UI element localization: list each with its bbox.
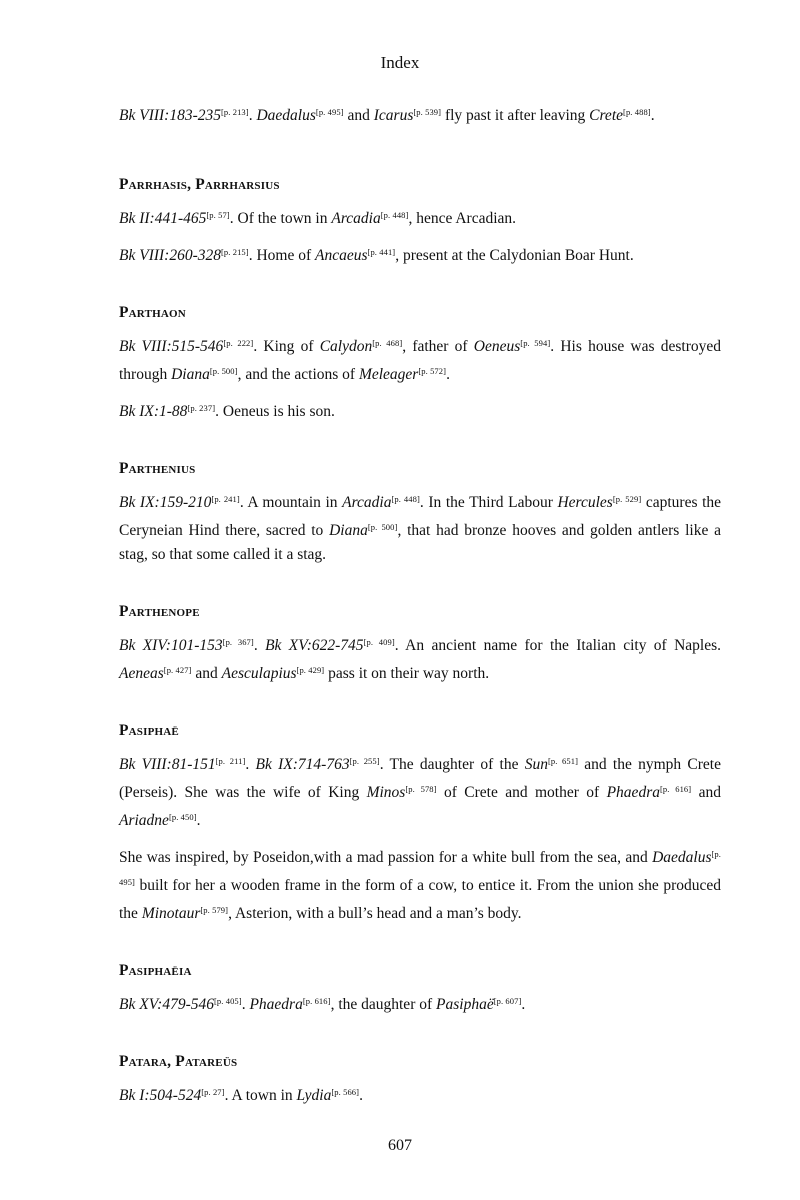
page-reference: [p. 616] [302,996,331,1006]
page-reference: [p. 427] [163,665,192,675]
cross-reference-link[interactable]: Minotaur [141,905,201,922]
page-number: 607 [388,1137,412,1154]
entry-text: pass it on their way north. [324,665,490,682]
page-reference: [p. 213] [221,107,249,117]
entry-text: , the daughter of [330,996,437,1013]
entry-paragraph [119,749,721,833]
entry-text: . In the Third Labour [419,494,558,511]
entry-text: , Asterion, with a bull’s head and a man’s body. [228,905,522,922]
entry-text: , father of [402,338,474,355]
page-reference: [p. 495] [119,849,721,887]
cross-reference-link[interactable]: Diana [329,522,368,539]
page-reference: [p. 607] [493,996,522,1006]
cross-reference-link[interactable]: Lydia [296,1087,332,1104]
page-reference: [p. 579] [200,905,229,915]
index-entry [119,722,721,926]
entry-text: . [650,107,655,124]
cross-reference-link[interactable]: Bk XV:479-546 [119,996,214,1013]
entry-heading: Pasiphaë [119,722,179,739]
cross-reference-link[interactable]: Diana [171,366,210,383]
page-reference: [p. 441] [367,247,396,257]
page-reference: [p. 429] [296,665,325,675]
cross-reference-link[interactable]: Bk VIII:183-235 [119,107,221,124]
index-entry [119,962,721,1017]
page-reference: [p. 651] [547,756,579,766]
page-reference: [p. 237] [187,403,216,413]
entry-heading: Parrhasis, Parrharsius [119,176,280,193]
page-reference: [p. 500] [209,366,238,376]
page-reference: [p. 405] [213,996,242,1006]
cross-reference-link[interactable]: Daedalus [652,849,712,866]
cross-reference-link[interactable]: Pasiphaë [436,996,494,1013]
entry-text: , and the actions of [237,366,359,383]
entry-paragraph [119,396,721,424]
entry-text: . A mountain in [239,494,343,511]
cross-reference-link[interactable]: Hercules [557,494,613,511]
cross-reference-link[interactable]: Crete [589,107,624,124]
page-reference: [p. 539] [413,107,442,117]
cross-reference-link[interactable]: Bk VIII:515-546 [119,338,224,355]
page-reference: [p. 495] [315,107,344,117]
entry-text: , that had bronze hooves and golden antlers like a stag, so that some called it a stag. [119,522,721,563]
entry-text: captures the Ceryneian Hind there, sacred to [119,494,722,539]
entry-text: . A town in [224,1087,297,1104]
page-reference: [p. 57] [206,210,230,220]
page-reference: [p. 211] [215,756,246,766]
entry-text: . [241,996,250,1013]
entry-heading: Parthenius [119,460,196,477]
page-reference: [p. 241] [211,494,240,504]
entry-paragraph [119,630,721,686]
page-reference: [p. 27] [201,1087,225,1097]
cross-reference-link[interactable]: Bk IX:1-88 [119,403,188,420]
cross-reference-link[interactable]: Bk IX:159-210 [119,494,212,511]
cross-reference-link[interactable]: Minos [366,784,406,801]
index-entry [119,304,721,424]
entry-text: She was inspired, by Poseidon,with a mad passion for a white bull from the sea, and [119,849,653,866]
entry-text: , hence Arcadian. [408,210,517,227]
page-reference: [p. 367] [222,637,254,647]
cross-reference-link[interactable]: Meleager [358,366,419,383]
page-reference: [p. 594] [520,338,551,348]
cross-reference-link[interactable]: Bk XIV:101-153 [119,637,223,654]
entry-paragraph [119,203,721,231]
cross-reference-link[interactable]: Arcadia [331,210,381,227]
entry-heading: Parthaon [119,304,186,321]
cross-reference-link[interactable]: Bk VIII:260-328 [119,247,221,264]
entry-text: and [191,665,222,682]
entry-text: and [343,107,374,124]
cross-reference-link[interactable]: Bk IX:714-763 [255,756,350,773]
cross-reference-link[interactable]: Aeneas [119,665,164,682]
index-entry [119,1053,721,1108]
index-entries [119,100,721,1144]
entry-text: . Home of [248,247,316,264]
entry-paragraph [119,989,721,1017]
page-reference: [p. 500] [367,522,398,532]
index-entry [119,603,721,686]
entry-heading: Pasiphaëia [119,962,192,979]
entry-paragraph [119,240,721,268]
entry-text: and the nymph Crete (Perseis). She was the wife of King [119,756,721,801]
entry-text: . [253,637,266,654]
cross-reference-link[interactable]: Icarus [373,107,414,124]
cross-reference-link[interactable]: Phaedra [606,784,660,801]
cross-reference-link[interactable]: Ariadne [119,812,169,829]
cross-reference-link[interactable]: Bk XV:622-745 [265,637,364,654]
cross-reference-link[interactable]: Oeneus [473,338,521,355]
entry-text: and [691,784,721,801]
index-entry [119,460,721,567]
entry-paragraph [119,331,721,387]
page-reference: [p. 578] [405,784,437,794]
entry-text: . [196,812,201,829]
page-reference: [p. 566] [331,1087,360,1097]
page-reference: [p. 616] [659,784,692,794]
page-reference: [p. 409] [363,637,395,647]
page-reference: [p. 468] [372,338,403,348]
entry-text: . King of [253,338,320,355]
cross-reference-link[interactable]: Bk VIII:81-151 [119,756,216,773]
entry-text: . [446,366,450,383]
entry-text: of Crete and mother of [436,784,607,801]
cross-reference-link[interactable]: Arcadia [342,494,392,511]
page-reference: [p. 529] [612,494,642,504]
cross-reference-link[interactable]: Bk II:441-465 [119,210,207,227]
cross-reference-link[interactable]: Daedalus [256,107,316,124]
entry-text: . Of the town in [229,210,332,227]
entry-text: built for her a wooden frame in the form of a cow, to entice it. From the union she produced the [119,877,721,922]
entry-text: . An ancient name for the Italian city of Naples. [394,637,722,654]
entry-text: . [245,756,256,773]
entry-text: . [248,107,257,124]
entry-heading: Patara, Patareüs [119,1053,238,1070]
entry-paragraph [119,487,721,567]
entry-heading: Parthenope [119,603,200,620]
page-reference: [p. 255] [349,756,380,766]
entry-text: . His house was destroyed through [119,338,721,383]
entry-text: . [359,1087,363,1104]
entry-text: . Oeneus is his son. [215,403,335,420]
page-reference: [p. 215] [221,247,249,257]
entry-text: fly past it after leaving [441,107,590,124]
cross-reference-link[interactable]: Bk I:504-524 [119,1087,202,1104]
page-reference: [p. 448] [380,210,409,220]
cross-reference-link[interactable]: Phaedra [249,996,303,1013]
page-reference: [p. 488] [623,107,651,117]
page-reference: [p. 222] [223,338,254,348]
page-reference: [p. 450] [168,812,197,822]
page-reference: [p. 572] [418,366,447,376]
index-entry [119,176,721,268]
entry-paragraph [119,1080,721,1108]
cross-reference-link[interactable]: Ancaeus [315,247,368,264]
entry-text: , present at the Calydonian Boar Hunt. [395,247,634,264]
page-reference: [p. 448] [391,494,420,504]
cross-reference-link[interactable]: Calydon [319,338,373,355]
entry-paragraph [119,100,721,128]
entry-text: . The daughter of the [379,756,525,773]
index-entry [119,100,721,128]
cross-reference-link[interactable]: Aesculapius [221,665,297,682]
cross-reference-link[interactable]: Sun [524,756,548,773]
running-head: Index [380,53,420,72]
entry-text: . [521,996,526,1013]
entry-paragraph [119,842,721,926]
